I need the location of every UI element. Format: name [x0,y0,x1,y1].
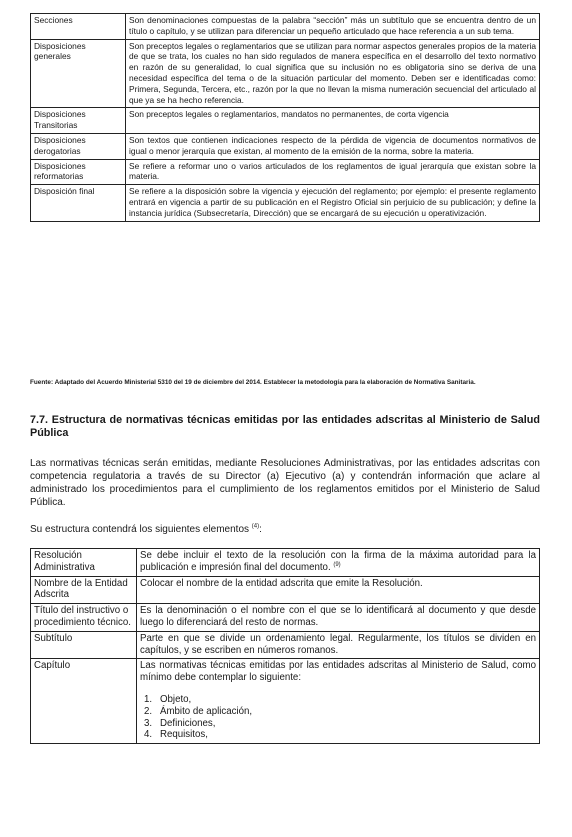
term-cell: Disposiciones reformatorias [31,159,126,185]
term-cell: Resolución Administrativa [31,549,137,577]
description-cell: Se refiere a reformar uno o varios articulados de los reglamentos de igual jerarquía que existan sobre la materia. [126,159,540,185]
description-cell: Son preceptos legales o reglamentarios, mandatos no permanentes, de corta vigencia [126,108,540,134]
term-cell: Título del instructivo o procedimiento técnico. [31,604,137,632]
table-row [31,39,540,108]
requirements-list [140,694,536,741]
table-row [31,108,540,134]
list-item [144,718,536,730]
description-text: Se debe incluir el texto de la resolución con la firma de la máxima autoridad para la publicación e impresión final del documento. [140,550,536,573]
intro-paragraph: Las normativas técnicas serán emitidas, mediante Resoluciones Administrativas, por las entidades adscritas con competencia regulatoria a través de su Director (a) Ejecutivo (a) y contendrán información que aclare al administrado los procedimientos para el cumplimiento de los reglamentos emitidos por el Ministerio de Salud Pública. [30,458,540,508]
structure-intro [30,523,540,536]
term-cell: Disposición final [31,185,126,221]
section-heading: 7.7. Estructura de normativas técnicas emitidas por las entidades adscritas al Ministerio de Salud Pública [30,414,540,439]
reference-superscript: (4) [251,523,260,530]
term-cell: Subtítulo [31,631,137,659]
term-cell: Disposiciones Transitorias [31,108,126,134]
description-text: Las normativas técnicas emitidas por las entidades adscritas al Ministerio de Salud, como mínimo debe contemplar lo siguiente: [140,660,536,684]
description-cell: Son denominaciones compuestas de la palabra “sección” más un subtítulo que se encuentra dentro de un título o capítulo, y se utilizan para diferenciar un pequeño articulado que hace referencia a un sub tema. [126,14,540,40]
list-text: Objeto, [160,693,192,705]
term-cell: Capítulo [31,659,137,744]
description-cell: Son textos que contienen indicaciones respecto de la pérdida de vigencia de documentos normativos de igual o menor jerarquía que existan, al momento de la emisión de la norma, sobre la materia. [126,133,540,159]
description-cell [137,659,540,744]
term-cell: Nombre de la Entidad Adscrita [31,576,137,604]
source-note: Fuente: Adaptado del Acuerdo Ministerial 5310 del 19 de diciembre del 2014. Establecer la metodología para la elaboración de Normativa Sanitaria. [30,379,476,386]
description-cell [137,549,540,577]
description-cell: Es la denominación o el nombre con el que se lo identificará al documento y que desde luego lo diferenciará del resto de normas. [137,604,540,632]
table-row [31,576,540,604]
table-row [31,159,540,185]
term-cell: Secciones [31,14,126,40]
structure-intro-text: Su estructura contendrá los siguientes elementos [30,524,250,535]
list-text: Definiciones, [160,717,216,729]
reference-superscript: (9) [333,561,341,568]
table-row [31,185,540,221]
list-number: 3. [144,717,153,729]
list-item [144,706,536,718]
term-cell: Disposiciones derogatorias [31,133,126,159]
description-cell: Se refiere a la disposición sobre la vigencia y ejecución del reglamento; por ejemplo: el presente reglamento entrará en vigencia a partir de su publicación en el Registro Oficial sin perjuicio de su publicación; y define la instancia jurídica (Subsecretaría, Dirección) que se encargará de su ejecución u operativización. [126,185,540,221]
list-text: Ámbito de aplicación, [160,705,253,717]
list-item [144,694,536,706]
list-text: Requisitos, [160,729,208,741]
description-cell: Son preceptos legales o reglamentarios que se utilizan para normar aspectos generales propios de la materia de que se trata, los cuales no han sido regulados de manera específica en el desarrollo del texto normativo en razón de su generalidad, lo cual significa que su inclusión no es obligatoria sino se deriva de una necesidad específica del tema o de la situación particular del momento. Deben ser e identificadas como: Primera, Segunda, Tercera, etc., razón por la que no llevan la misma numeración secuencial del articulado al que ya se ha hecho referencia. [126,39,540,108]
list-number: 1. [144,693,153,705]
list-number: 2. [144,705,153,717]
table-row [31,631,540,659]
list-number: 4. [144,729,153,741]
description-cell: Colocar el nombre de la entidad adscrita que emite la Resolución. [137,576,540,604]
structure-intro-colon: : [259,524,262,535]
table-row [31,549,540,577]
table-row [31,133,540,159]
list-item [144,729,536,741]
structure-elements-table [30,548,540,744]
table-row [31,604,540,632]
table-row [31,14,540,40]
definitions-table-1 [30,13,540,222]
table-row [31,659,540,744]
description-cell: Parte en que se divide un ordenamiento legal. Regularmente, los títulos se dividen en capítulos, y se escriben en números romanos. [137,631,540,659]
term-cell: Disposiciones generales [31,39,126,108]
